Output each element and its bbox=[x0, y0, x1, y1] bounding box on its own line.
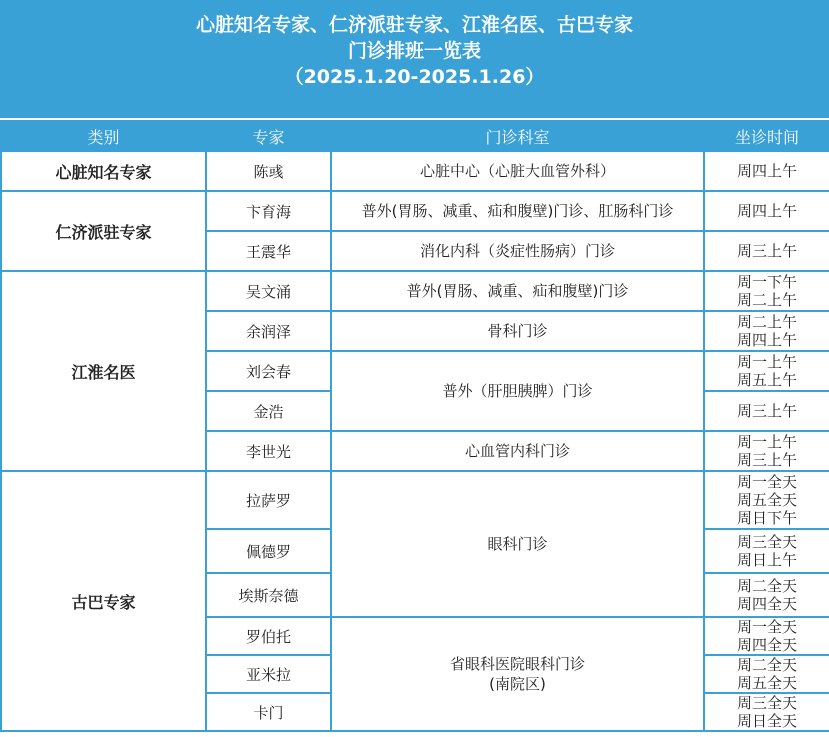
table-row bbox=[1, 191, 829, 231]
table-row bbox=[1, 471, 829, 529]
category-cell: 古巴专家 bbox=[1, 471, 206, 731]
time-cell: 周三全天 周日上午 bbox=[704, 529, 829, 573]
department-cell: 普外(胃肠、减重、疝和腹壁)门诊、肛肠科门诊 bbox=[331, 191, 704, 231]
col-header-expert: 专家 bbox=[206, 121, 331, 151]
table-header-row bbox=[1, 121, 829, 151]
schedule-table bbox=[0, 120, 829, 732]
time-cell: 周一上午 周五上午 bbox=[704, 351, 829, 391]
time-cell: 周三上午 bbox=[704, 391, 829, 431]
expert-cell: 金浩 bbox=[206, 391, 331, 431]
expert-cell: 李世光 bbox=[206, 431, 331, 471]
time-cell: 周二全天 周五全天 bbox=[704, 655, 829, 693]
time-cell: 周一下午 周二上午 bbox=[704, 271, 829, 311]
expert-cell: 卡门 bbox=[206, 693, 331, 731]
time-cell: 周一上午 周三上午 bbox=[704, 431, 829, 471]
department-cell: 心脏中心（心脏大血管外科） bbox=[331, 151, 704, 191]
col-header-department: 门诊科室 bbox=[331, 121, 704, 151]
department-cell: 眼科门诊 bbox=[331, 471, 704, 617]
col-header-category: 类别 bbox=[1, 121, 206, 151]
col-header-time: 坐诊时间 bbox=[704, 121, 829, 151]
time-cell: 周四上午 bbox=[704, 151, 829, 191]
time-cell: 周三全天 周日全天 bbox=[704, 693, 829, 731]
department-cell: 普外(胃肠、减重、疝和腹壁)门诊 bbox=[331, 271, 704, 311]
date-range: （2025.1.20-2025.1.26） bbox=[284, 66, 545, 88]
title-line-2: 门诊排班一览表 bbox=[347, 40, 481, 62]
time-cell: 周一全天 周五全天 周日下午 bbox=[704, 471, 829, 529]
expert-cell: 埃斯奈德 bbox=[206, 573, 331, 617]
time-cell: 周四上午 bbox=[704, 191, 829, 231]
expert-cell: 亚米拉 bbox=[206, 655, 331, 693]
expert-cell: 余润泽 bbox=[206, 311, 331, 351]
expert-cell: 卞育海 bbox=[206, 191, 331, 231]
expert-cell: 佩德罗 bbox=[206, 529, 331, 573]
category-cell: 江淮名医 bbox=[1, 271, 206, 471]
expert-cell: 罗伯托 bbox=[206, 617, 331, 655]
expert-cell: 拉萨罗 bbox=[206, 471, 331, 529]
department-cell: 省眼科医院眼科门诊 (南院区) bbox=[331, 617, 704, 731]
title-line-1: 心脏知名专家、仁济派驻专家、江淮名医、古巴专家 bbox=[195, 14, 633, 36]
department-cell: 普外（肝胆胰脾）门诊 bbox=[331, 351, 704, 431]
category-cell: 仁济派驻专家 bbox=[1, 191, 206, 271]
department-cell: 消化内科（炎症性肠病）门诊 bbox=[331, 231, 704, 271]
time-cell: 周二全天 周四全天 bbox=[704, 573, 829, 617]
table-row bbox=[1, 151, 829, 191]
department-cell: 骨科门诊 bbox=[331, 311, 704, 351]
time-cell: 周三上午 bbox=[704, 231, 829, 271]
title-banner bbox=[0, 0, 829, 118]
expert-cell: 王震华 bbox=[206, 231, 331, 271]
category-cell: 心脏知名专家 bbox=[1, 151, 206, 191]
expert-cell: 陈彧 bbox=[206, 151, 331, 191]
table-row bbox=[1, 271, 829, 311]
time-cell: 周二上午 周四上午 bbox=[704, 311, 829, 351]
department-cell: 心血管内科门诊 bbox=[331, 431, 704, 471]
time-cell: 周一全天 周四全天 bbox=[704, 617, 829, 655]
expert-cell: 刘会春 bbox=[206, 351, 331, 391]
expert-cell: 吴文涌 bbox=[206, 271, 331, 311]
